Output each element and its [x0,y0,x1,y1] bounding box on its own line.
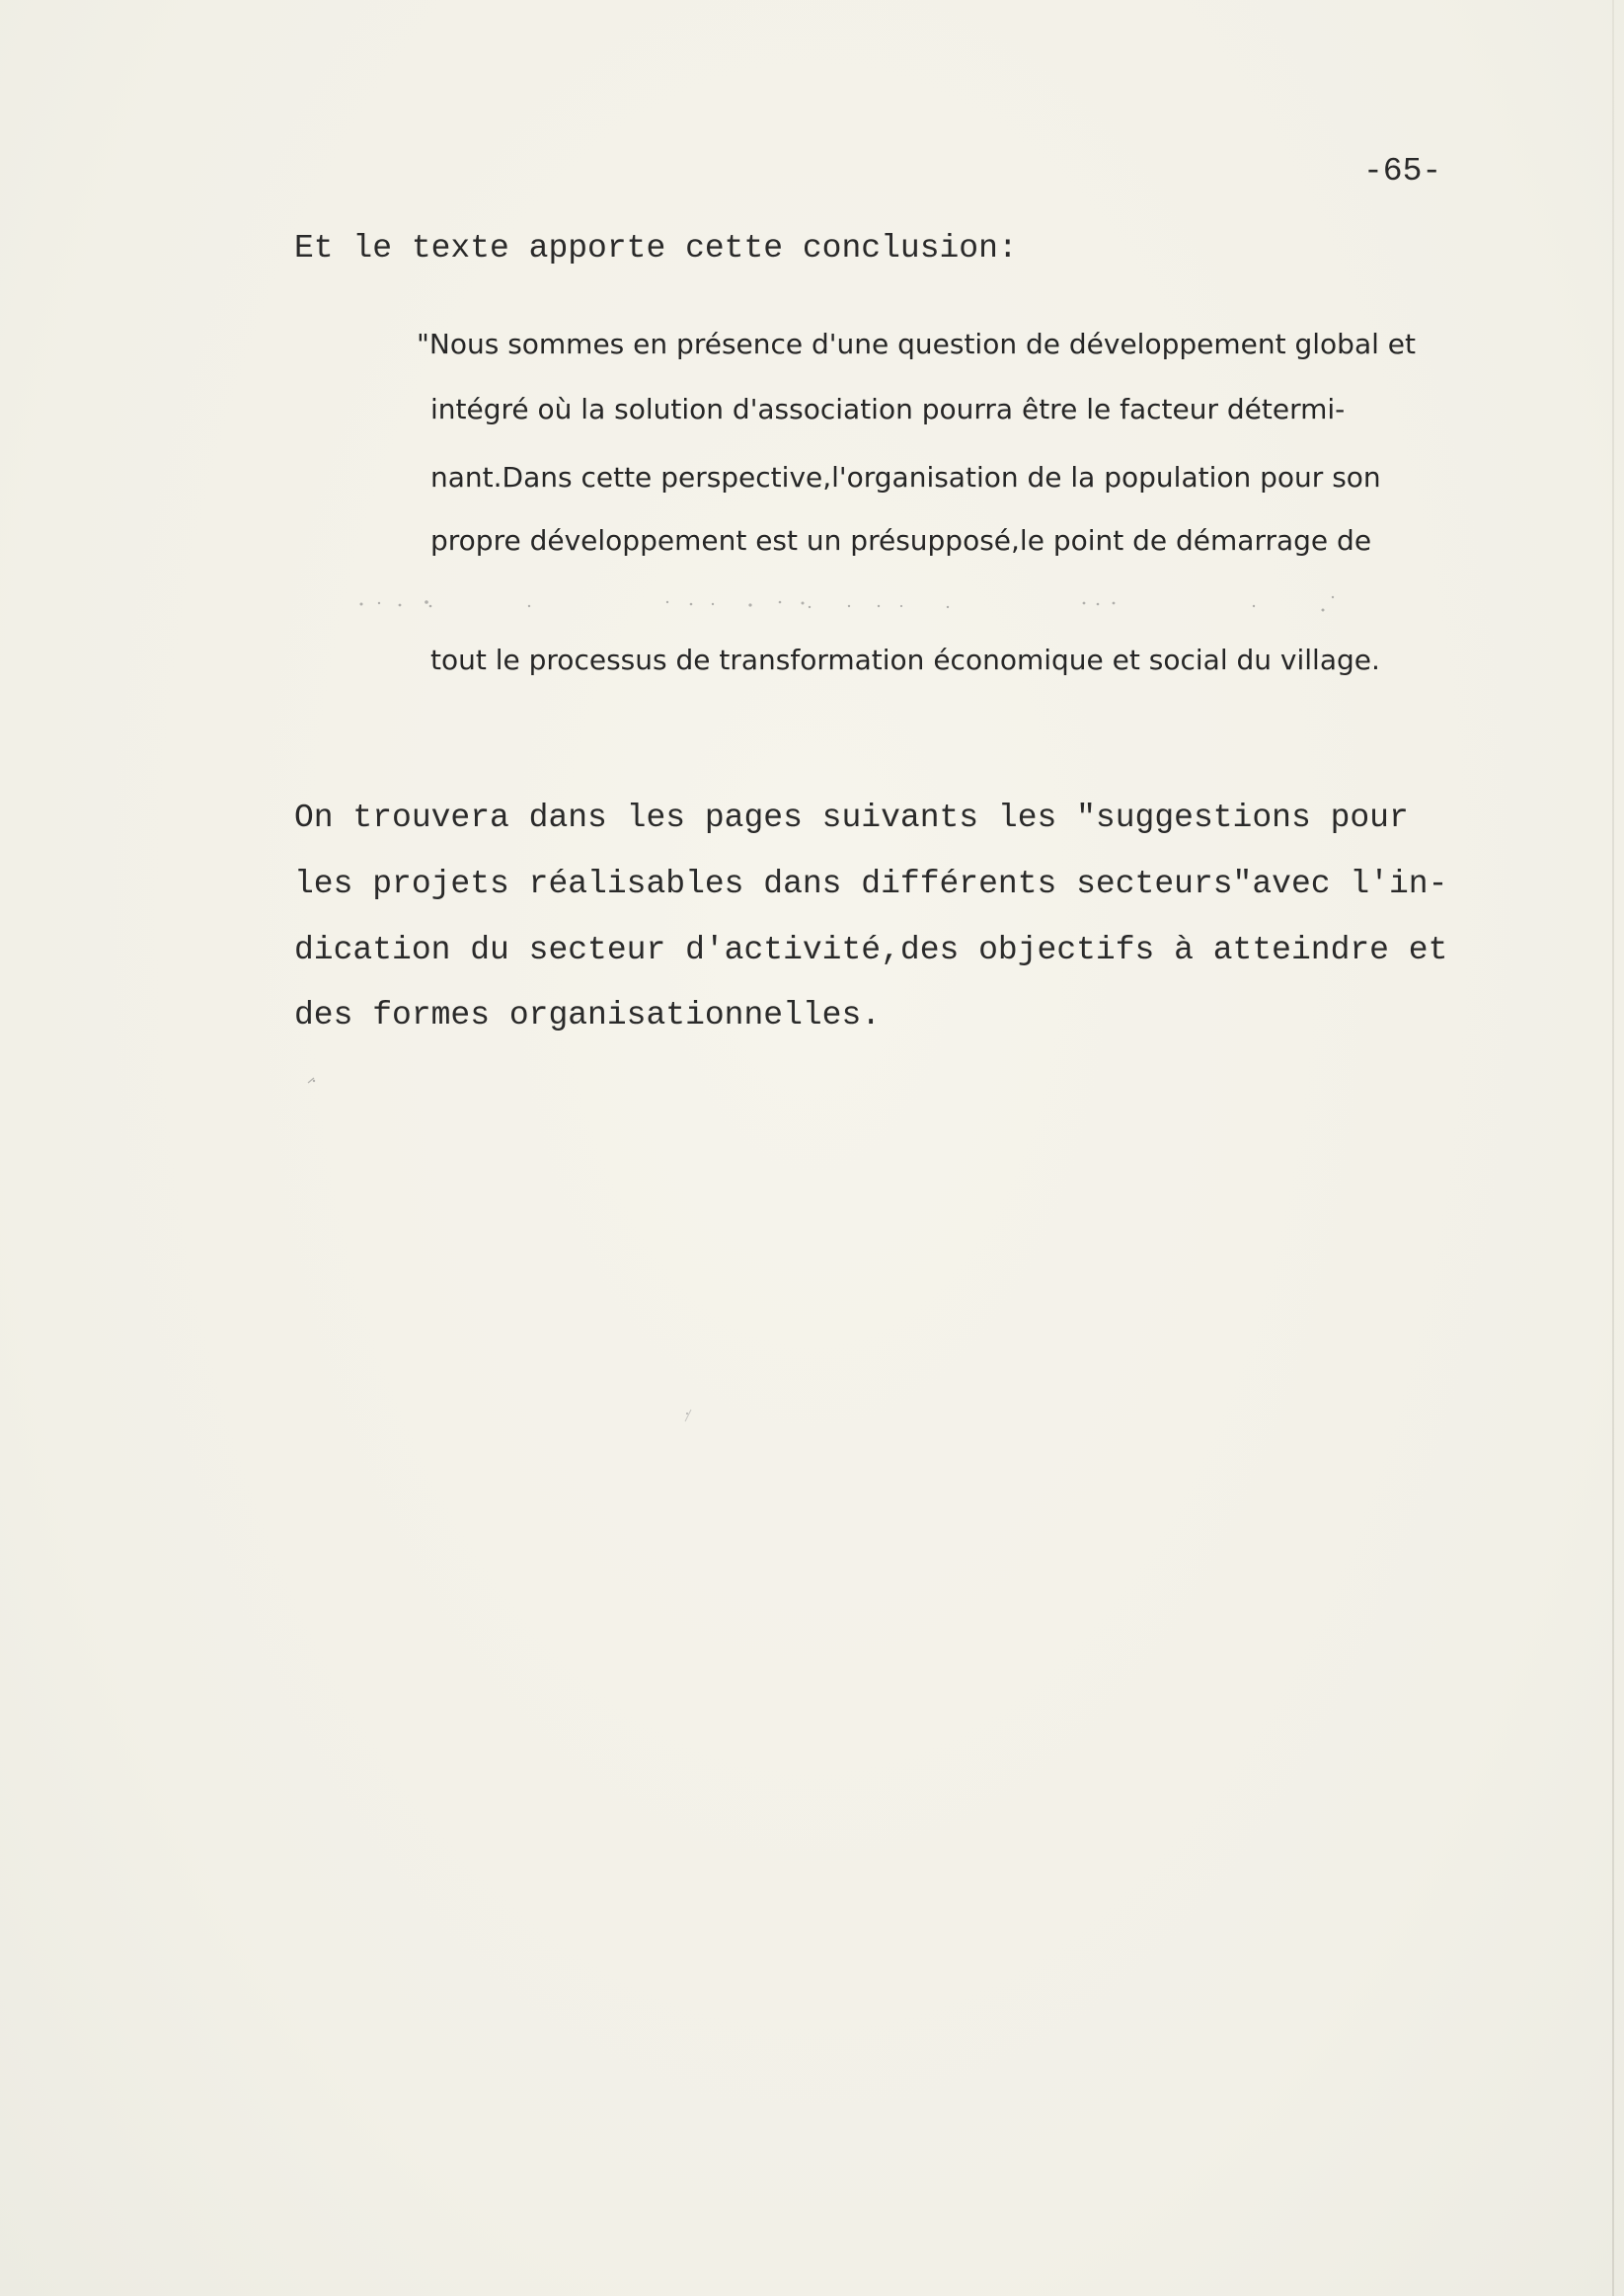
quote-line: "Nous sommes en présence d'une question de développement global et [417,328,1416,360]
paragraph-line: On trouvera dans les pages suivants les "suggestions pour [294,800,1409,836]
paragraph-line: les projets réalisables dans différents secteurs"avec l'in- [294,866,1448,902]
intro-line: Et le texte apporte cette conclusion: [294,230,1018,267]
quote-line: tout le processus de transformation économique et social du village. [430,644,1380,676]
quote-line: propre développement est un présupposé,le point de démarrage de [430,524,1372,557]
page-number: -65- [1363,153,1442,190]
paragraph-line: des formes organisationnelles. [294,997,882,1033]
quote-line: intégré où la solution d'association pourra être le facteur détermi- [430,393,1346,425]
quote-line: nant.Dans cette perspective,l'organisation de la population pour son [430,461,1381,494]
paragraph-line: dication du secteur d'activité,des objectifs à atteindre et [294,932,1448,968]
